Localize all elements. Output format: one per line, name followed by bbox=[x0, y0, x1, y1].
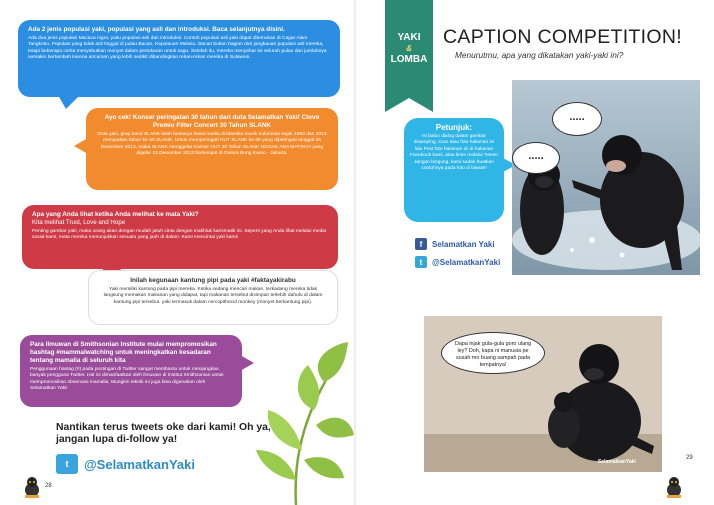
bubble-body: Yaki memiliki kantung pada pipi mereka. Ketika sedang mencari makan, terkadang mereka tidak langsung memakan makanan yang didapat, tapi makanan tersebut disimpan terlebih dahulu di dalam kantung pipi tersebut. yaki termasuk dalam cercopithecid monkey (monyet berkantung pipi). bbox=[103, 287, 323, 305]
empty-speech-bubble-1[interactable]: ..... bbox=[552, 102, 602, 136]
instructions-body: Isi balon dialog dalam gambar disamping, scan atau foto halaman ini lalu Post foto halaman ini di halaman Facebook kami, atau kirim melalui Tweet! Jangan bingung, kami sudah buatkan contohnya pada foto di bawah! bbox=[410, 134, 498, 172]
tweet-bubble-populations bbox=[18, 20, 340, 97]
tweet-bubble-mammalwatching bbox=[20, 335, 242, 407]
closing-message: Nantikan terus tweets oke dari kami! Oh ya, jangan lupa di-follow ya! bbox=[56, 422, 271, 446]
bubble-body: Penting gambar yaki, maka orang akan dengan mudah jatuh cinta dengan makhluk karismatik ini. Seperti yang Anda lihat melalui media sosial kami, mata mereka menunjukkan sesuatu yang jauh di dalam. Kami mencintai yaki kami! bbox=[32, 228, 327, 241]
twitter-handle: @SelamatkanYaki bbox=[84, 456, 195, 472]
bubble-subtitle: Kita melihat Trust, Love and Hope bbox=[32, 219, 126, 226]
yaki-mascot-icon bbox=[664, 476, 684, 498]
empty-speech-bubble-2[interactable]: ..... bbox=[512, 142, 560, 174]
tweet-bubble-yaki-eyes bbox=[22, 205, 338, 269]
example-speech-bubble: Dapa injak gula-gula goro ulang ley? Doh, kapa ni manusia pe susah mo buang sampah pada tempatnya! bbox=[441, 332, 545, 374]
facebook-link[interactable] bbox=[415, 238, 495, 250]
ribbon-bottom: LOMBA bbox=[390, 53, 428, 65]
instructions-title: Petunjuk: bbox=[435, 123, 473, 132]
instructions-bubble bbox=[404, 118, 504, 222]
page-number-left: 28 bbox=[45, 483, 52, 489]
tweet-bubble-cheek-pouch bbox=[88, 270, 338, 325]
bubble-tail bbox=[74, 138, 88, 154]
bubble-body: Ada dua jenis populasi Macaca nigra, yaitu populasi asli dan introduksi. Contoh populasi asli yaki dapat ditemukan di Cagar Alam Tangkoko. Populasi yang tidak asli tinggal di pulau Bacan, Kepulauan Maluku. Bacan bukan bagian dari jangkauan populasi asli mereka, tetapi beberapa cerita menyebutkan monyet dalam pertukaran untuk sagu. Setelah itu, mereka menyebar ke seluruh pulau dan jumlahnya semakin bertambah karena ancaman yang lebih sedikit dibandingkan rekan-rekan mereka di Sulawesi. bbox=[28, 36, 327, 61]
yaki-mascot-icon bbox=[22, 476, 42, 498]
macaques-illustration-icon bbox=[512, 80, 700, 275]
facebook-icon: f bbox=[415, 238, 427, 250]
facebook-label: Selamatkan Yaki bbox=[432, 239, 495, 249]
ribbon-text bbox=[385, 32, 433, 66]
yaki-lomba-ribbon bbox=[385, 0, 433, 98]
twitter-icon: t bbox=[56, 454, 78, 474]
twitter-label: @SelamatkanYaki bbox=[432, 257, 501, 267]
bubble-title: Ada 2 jenis populasi yaki, populasi yang asli dan introduksi. Baca selanjutnya disini. bbox=[28, 26, 285, 33]
bubble-title: Para ilmuwan di Smithsonian Institute mulai mempromosikan hashtag #mammalwatching untuk meningkatkan kesadaran tentang mamalia di seluruh kita bbox=[30, 341, 217, 364]
tweet-bubble-slank-concert bbox=[86, 108, 338, 190]
bubble-title: Ayo cek! Konser peringatan 30 tahun dari duta Selamatkan Yaki! Clovo Premio Filter Concert 30 Tahun SLANK bbox=[104, 114, 320, 129]
bubble-title: Apa yang Anda lihat ketika Anda melihat ke mata Yaki? bbox=[32, 211, 199, 218]
photo-credit: SelamatkanYaki bbox=[598, 459, 636, 465]
twitter-icon: t bbox=[415, 256, 427, 268]
leaf-decoration-icon bbox=[236, 340, 356, 505]
ribbon-top: YAKI bbox=[397, 32, 421, 43]
caption-photo-two-yaki bbox=[512, 80, 700, 275]
twitter-follow-link[interactable] bbox=[56, 454, 195, 474]
bubble-title: Inilah kegunaan kantung pipi pada yaki #faktayakirabu bbox=[130, 277, 296, 284]
bubble-body: Penggunaan hastag (#) pada postingan di Twitter sangat membantu untuk menjangkau banyak pengguna Twitter. Hal ini dimanfaatkan oleh ilmuwan di Institut Smithsonian untuk mempromosikan observasi mamalia. Mungkin teknik ini juga bisa digunakan oleh Selamatkan Yaki! bbox=[30, 367, 224, 392]
page-title: CAPTION COMPETITION! bbox=[443, 26, 682, 48]
page-number-right: 29 bbox=[686, 455, 693, 461]
twitter-link[interactable] bbox=[415, 256, 500, 268]
page-subtitle: Menurutmu, apa yang dikatakan yaki-yaki ini? bbox=[455, 50, 624, 60]
ribbon-amp: & bbox=[406, 44, 412, 53]
bubble-body: Duta yaki, grup band SLANK telah berkarya lewat media di blantika musik Indonesia sejak 1983 dan 2013 merupakan tahun ke-30 SLANK. Untuk memperingati HUT SLANK ke-30 yang diperingati tanggal 26 Desember 2013, maka SLANK menggelar Konser HUT 30 Tahun SLANK NGGAK ADA MATINYA yang digelar 13 Desember 2013 bertempat di Gelora Bung Karno - Jakarta. bbox=[97, 132, 327, 157]
bubble-tail bbox=[58, 95, 80, 109]
